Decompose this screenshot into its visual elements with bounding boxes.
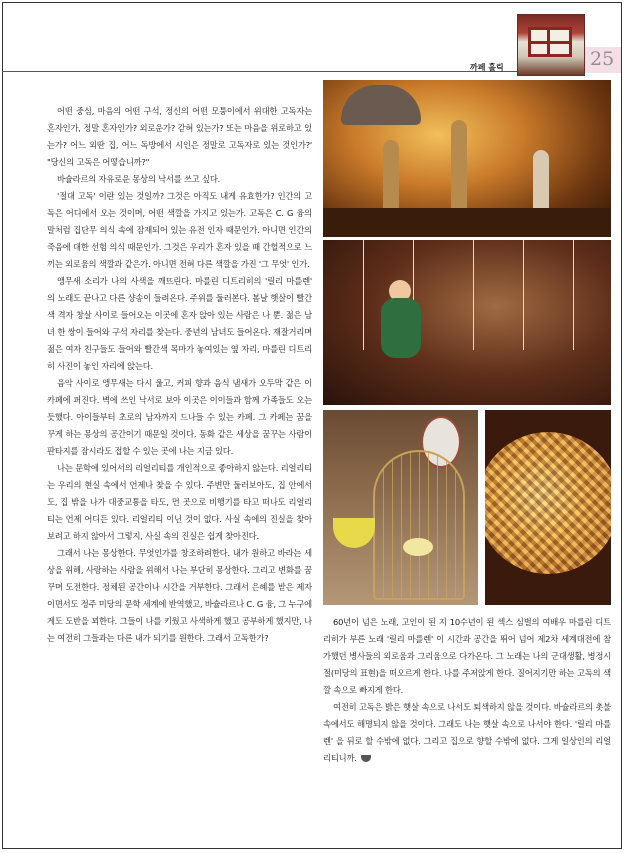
bird [403, 538, 433, 556]
figurine [533, 150, 549, 210]
paragraph: 나는 문학에 있어서의 리얼리티를 개인적으로 좋아하지 않는다. 리얼리티는 우리의 현실 속에서 언제나 찾을 수 있다. 주변만 둘러보아도, 집 안에서도, 집 밖을 나가 대중교통을 타도, 먼 곳으로 비행기를 타고 떠나도 리얼리티는 언제 어디든 있다. 리얼리티 이닌 것이 없다. 사실 속에의 진실을 찾아보려고 하지 않아서 그렇지, 사실 속의 진실은 쉽게 찾아진다. [47, 463, 312, 541]
string [573, 240, 574, 350]
figurine [383, 140, 399, 210]
paragraph: 음악 사이로 앵무새는 다시 울고, 커피 향과 음식 냄새가 오두막 같은 이 카페에 퍼진다. 벽에 쓰인 낙서로 보아 이곳은 이이들과 함께 가족들도 오는 듯했다. 아이들부터 초로의 남자까지 드나들 수 있는 카페. 그 카페는 꿈을 꾸게 하는 몽상의 공간이기 때문일 것이다. 동화 같은 세상을 꿈꾸는 사람이 판타지를 잠시라도 접할 수 있는 곳에 나는 지금 있다. [47, 378, 312, 456]
section-label: 까페 홀릭 [470, 63, 504, 72]
red-window-frame [528, 27, 572, 57]
paragraph [323, 699, 611, 767]
page-number: 25 [590, 48, 615, 70]
article-right-column [323, 614, 611, 767]
paragraph: 60년이 넘은 노래, 고인이 된 지 10수년이 된 섹스 심벌의 여배우 마를린 디트리히가 부른 노래 '릴리 마를렌' 이 시간과 공간을 뛰어 넘어 제2차 세계대전에 참가했던 병사들의 외로움과 그리움으로 다가온다. 그 노래는 나의 군대생활, 병정시절(미당의 표현)을 떠오르게 한다. 나를 주저앉게 한다. 질어지기만 하는 고독의 색깔 속으로 빠지게 한다. [323, 617, 611, 695]
header-rule [2, 71, 517, 72]
puppet [381, 298, 421, 358]
end-mark-icon [361, 755, 371, 762]
lamp-shade [341, 85, 421, 125]
shelf [323, 208, 611, 237]
birdcage [373, 450, 465, 600]
string [473, 240, 474, 350]
hanging-puppets-photo [323, 240, 611, 405]
paragraph: 앵무새 소리가 나의 사색을 깨뜨린다. 마를린 디트리히의 '릴리 마를렌' 의 노래도 끝나고 다른 샹송이 들려온다. 주위를 둘러본다. 봄날 햇살이 빨간색 격자 창살 사이로 들어오는 이곳에 혼자 앉아 있는 사람은 나 뿐. 젊은 남녀 한 쌍이 들어와 구석 자리를 찾는다. 중년의 남녀도 들어온다. 재잘거리며 젊은 여자 친구들도 들어와 빨간색 목마가 놓여있는 옆 자리, 마를린 디트리히 사진이 놓인 자리에 앉는다. [47, 276, 312, 371]
yellow-cup [333, 518, 375, 548]
header-thumbnail-photo [517, 14, 585, 76]
string [363, 240, 364, 350]
paragraph: 어떤 중심, 마음의 어떤 구석, 정신의 어떤 모퉁이에서 위대한 고독자는 혼자인가, 정말 혼자인가? 외로운가? 갇혀 있는가? 또는 마음을 위로하고 있는가? 어느 외딴 집, 어느 독방에서 시인은 정말로 고독자로 있는 것인가?' "당신의 고독은 어떻습니까?" [47, 106, 312, 167]
mosaic-lamp-photo [485, 410, 611, 605]
paragraph: 바슐라르의 자유로운 몽상의 낙서를 쓰고 싶다. [57, 174, 221, 184]
string [523, 240, 524, 350]
figurine [451, 120, 467, 210]
mosaic-lamp [485, 432, 611, 574]
birdcage-photo [323, 410, 478, 605]
article-left-column [47, 103, 312, 647]
paragraph: '절대 고독' 이란 있는 것일까? 그것은 아직도 내게 유효한가? 인간의 고독은 어디에서 오는 것이며, 어떤 색깔을 가지고 있는가. 고독은 C. G 융의 말처럼 집단무 의식 속에 잠재되어 있는 유전 인자 때문인가. 아니면 인간의 죽음에 대한 선험 의식 때문인가. 그것은 우리가 혼자 있을 때 간헐적으로 느끼는 외로움의 색깔과 같은가. 아니면 전혀 다른 색깔을 가진 '그 무엇' 인가. [47, 191, 312, 269]
cafe-figurines-photo [323, 80, 611, 237]
paragraph: 그래서 나는 몽상한다. 무엇인가를 창조하려한다. 내가 원하고 바라는 세상을 위해, 사랑하는 사람을 위해서 나는 부단히 몽상한다. 그리고 변화를 꿈꾸며 도전한다. 정체된 공간이나 시간을 거부한다. 그래서 은혜를 받은 제자이면서도 정주 미당의 문학 세계에 반역했고, 바슐라르나 C. G 융, 그 누구에게도 도반을 꾀한다. 그들이 나를 키웠고 사색하게 했고 공부하게 했지만, 나는 여전히 그들과는 다른 내가 되기를 원한다. 그래서 고독한가? [47, 548, 312, 643]
paragraph-text: 여전히 고독은 밝은 햇살 속으로 나서도 퇴색하지 않을 것이다. 바슐라르의 촛불 속에서도 해명되지 않을 것이다. 그래도 나는 햇살 속으로 나서야 한다. '릴리 마를렌' 을 뒤로 할 수밖에 없다. 그리고 집으로 향할 수밖에 없다. 그게 일상인의 리얼리티니까. [323, 702, 611, 763]
